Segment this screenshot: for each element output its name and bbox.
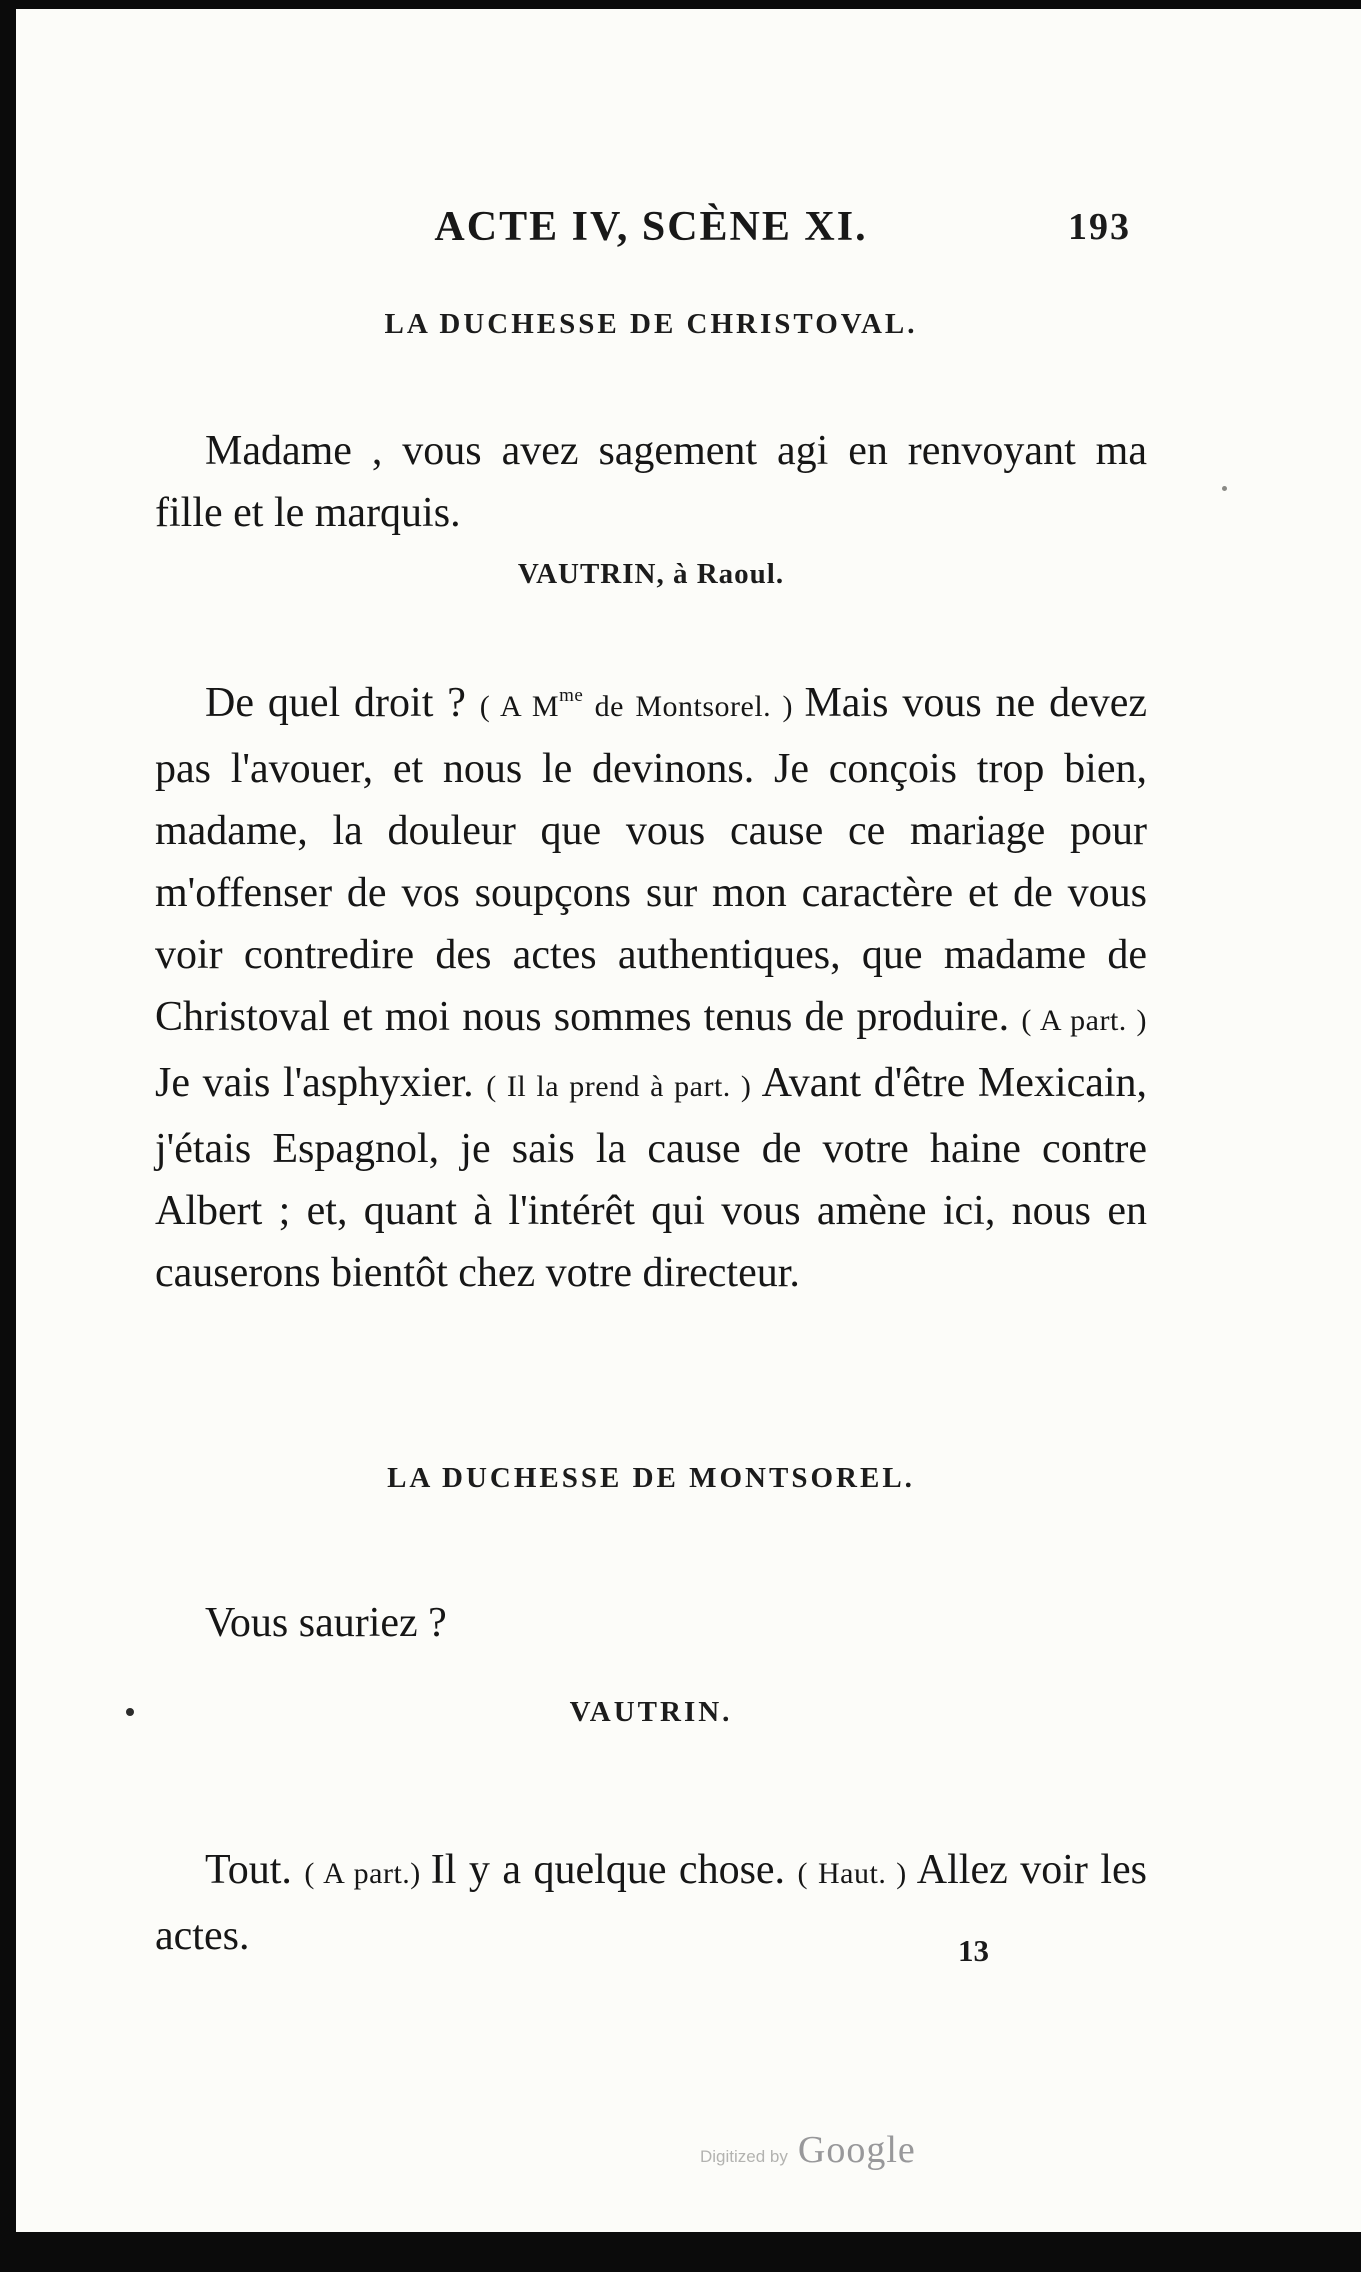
stage-direction: ( Il la prend à part. ) [486, 1070, 762, 1103]
scan-edge-left [0, 0, 16, 2272]
stage-direction: ( A M [479, 690, 560, 723]
dialogue-vautrin-1 [155, 672, 1147, 1304]
digitization-credit [700, 2128, 916, 2172]
printer-signature-mark: 13 [958, 1933, 989, 1968]
speaker-heading-duchesse-christoval: LA DUCHESSE DE CHRISTOVAL. [384, 308, 918, 340]
stage-direction: ( Haut. ) [797, 1857, 917, 1890]
scan-speck [126, 1708, 134, 1716]
stage-direction: ( A part. ) [1021, 1004, 1147, 1037]
dialogue-duchesse-christoval: Madame , vous avez sagement agi en renvoyant ma fille et le marquis. [155, 428, 1147, 536]
stage-direction: ( A part.) [304, 1857, 431, 1890]
page-header [155, 203, 1147, 251]
dialogue-text: Tout. [205, 1847, 305, 1893]
dialogue-text: De quel droit ? [205, 680, 480, 726]
speaker-heading-duchesse-montsorel: LA DUCHESSE DE MONTSOREL. [387, 1462, 915, 1494]
superscript-me: me [559, 685, 584, 706]
scan-edge-bottom [0, 2232, 1361, 2272]
google-logo: Google [797, 2129, 916, 2171]
dialogue-text: Je vais l'asphyxier. [155, 1060, 487, 1106]
scan-edge-top [0, 0, 1361, 9]
speaker-heading-vautrin-a-raoul: VAUTRIN, à Raoul. [517, 558, 785, 590]
page-number: 193 [1068, 206, 1131, 248]
dialogue-text: Allez voir les actes. [155, 1847, 1147, 1959]
dialogue-text: Il y a quelque chose. [430, 1847, 798, 1893]
scan-speck [1222, 486, 1227, 491]
stage-direction: de Montsorel. ) [583, 690, 805, 723]
running-title: ACTE IV, SCÈNE XI. [434, 204, 868, 250]
dialogue-text: Mais vous ne devez pas l'avouer, et nous le devinons. Je conçois trop bien, madame, la douleur que vous cause ce mariage pour m'offenser de vos soupçons sur mon caractère et de vous voir contredire des actes authentiques, que madame de Christoval et moi nous sommes tenus de produire. [155, 680, 1147, 1040]
speaker-heading-vautrin: VAUTRIN. [569, 1696, 733, 1728]
dialogue-text: Avant d'être Mexicain, j'étais Espagnol, je sais la cause de votre haine contre Albert ; et, quant à l'intérêt qui vous amène ici, nous en causerons bientôt chez votre directeur. [155, 1060, 1148, 1296]
digitized-by-label: Digitized by [700, 2147, 788, 2166]
dialogue-duchesse-montsorel: Vous sauriez ? [205, 1600, 447, 1646]
dialogue-vautrin-2 [155, 1839, 1147, 1967]
